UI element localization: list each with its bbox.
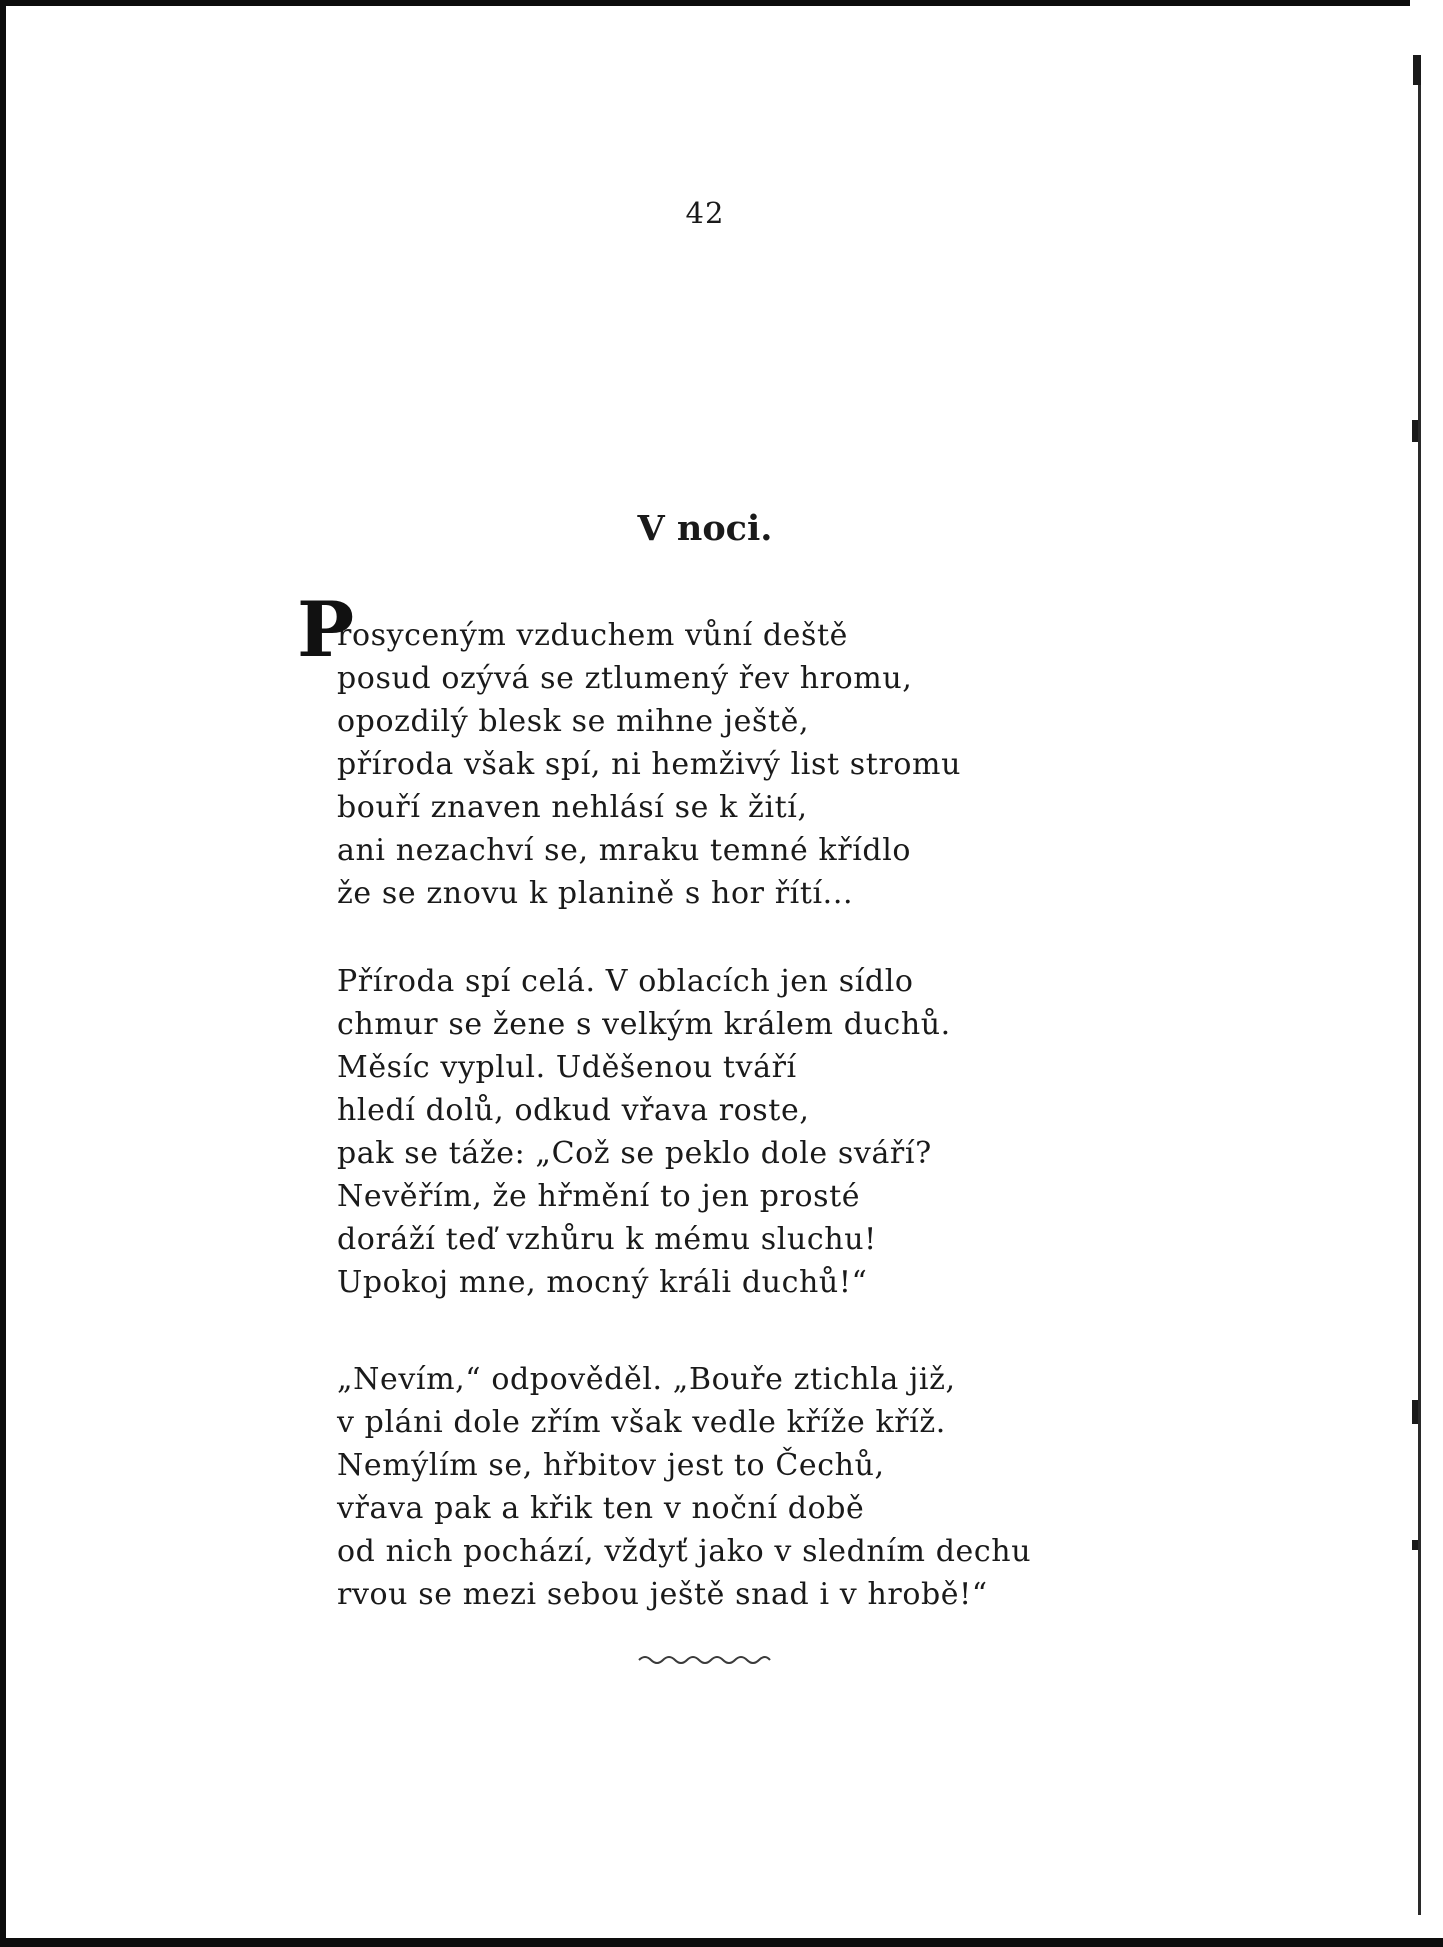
poem-line: Měsíc vyplul. Uděšenou tváří	[337, 1050, 797, 1085]
poem-line: chmur se žene s velkým králem duchů.	[337, 1007, 951, 1042]
spine-mark	[1412, 1540, 1418, 1550]
scan-border-top	[0, 0, 1443, 6]
spine-line	[1418, 55, 1421, 1915]
stanza-1	[297, 585, 961, 915]
poem-line: „Nevím,“ odpověděl. „Bouře ztichla již,	[337, 1362, 956, 1397]
spine-mark	[1412, 1400, 1418, 1424]
poem-line: Upokoj mne, mocný králi duchů!“	[337, 1265, 868, 1300]
spine-mark-top	[1413, 55, 1421, 85]
poem-line: Nevěřím, že hřmění to jen prosté	[337, 1179, 861, 1214]
scan-border-left	[0, 0, 6, 1947]
poem-line: pak se táže: „Což se peklo dole sváří?	[337, 1136, 932, 1171]
poem-line: Nemýlím se, hřbitov jest to Čechů,	[337, 1448, 885, 1483]
poem-title: V noci.	[637, 508, 773, 549]
poem-line: v pláni dole zřím však vedle kříže kříž.	[337, 1405, 946, 1440]
stanza-2	[337, 960, 951, 1304]
stanza-3	[337, 1358, 1031, 1616]
poem-line: doráží teď vzhůru k mému sluchu!	[337, 1222, 877, 1257]
poem-line: opozdilý blesk se mihne ještě,	[337, 704, 810, 739]
poem-line: rvou se mezi sebou ještě snad i v hrobě!“	[337, 1577, 988, 1612]
book-spine-edge	[1410, 0, 1443, 1947]
poem-line: ani nezachví se, mraku temné křídlo	[337, 833, 912, 868]
spine-mark	[1412, 420, 1418, 442]
drop-cap: P	[297, 585, 355, 674]
poem-line: že se znovu k planině s hor řítí...	[337, 876, 854, 911]
poem-line: vřava pak a křik ten v noční době	[337, 1491, 865, 1526]
poem-line: hledí dolů, odkud vřava roste,	[337, 1093, 810, 1128]
poem-line: rosyceným vzduchem vůní deště	[337, 618, 848, 653]
poem-line: příroda však spí, ni hemživý list stromu	[337, 747, 961, 782]
scan-border-bottom	[0, 1938, 1443, 1947]
poem-line: bouří znaven nehlásí se k žití,	[337, 790, 808, 825]
poem-line: posud ozývá se ztlumený řev hromu,	[337, 661, 913, 696]
poem-line: Příroda spí celá. V oblacích jen sídlo	[337, 964, 914, 999]
page-number: 42	[685, 196, 725, 230]
wavy-line-ornament-icon	[637, 1652, 772, 1668]
poem-line: od nich pochází, vždyť jako v sledním dechu	[337, 1534, 1032, 1569]
